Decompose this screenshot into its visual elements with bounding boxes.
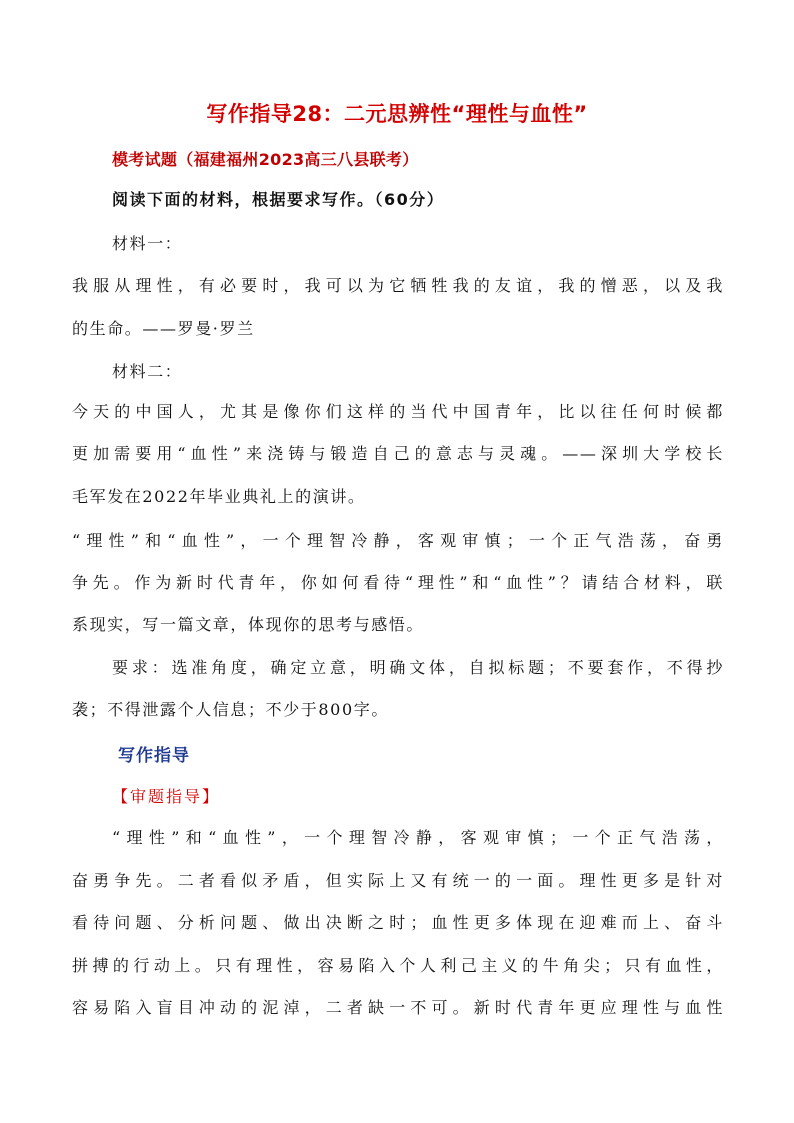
material2-line-2: 更加需要用“血性”来浇铸与锻造自己的意志与灵魂。——深圳大学校长	[72, 444, 724, 463]
requirements-line-1: 要求：选准角度，确定立意，明确文体，自拟标题；不要套作，不得抄	[112, 658, 724, 677]
guidance-heading: 写作指导	[118, 746, 190, 766]
topic-analysis-heading: 【审题指导】	[112, 787, 221, 806]
material2-line-3: 毛军发在2022年毕业典礼上的演讲。	[72, 487, 366, 506]
prompt-line-1: “理性”和“血性”，一个理智冷静，客观审慎；一个正气浩荡，奋勇	[72, 531, 724, 550]
exam-subtitle: 模考试题（福建福州2023高三八县联考）	[112, 150, 419, 169]
guidance-line-1: “理性”和“血性”，一个理智冷静，客观审慎；一个正气浩荡，	[112, 828, 724, 847]
requirements-line-2: 袭；不得泄露个人信息；不少于800字。	[72, 700, 389, 719]
material1-line-2: 的生命。——罗曼·罗兰	[72, 319, 255, 338]
instruction-text: 阅读下面的材料，根据要求写作。（60分）	[112, 190, 445, 209]
material2-label: 材料二：	[112, 362, 183, 381]
prompt-line-3: 系现实，写一篇文章，体现你的思考与感悟。	[72, 615, 425, 634]
prompt-line-2: 争先。作为新时代青年，你如何看待“理性”和“血性”？请结合材料，联	[72, 573, 724, 592]
guidance-line-4: 拼搏的行动上。只有理性，容易陷入个人利己主义的牛角尖；只有血性，	[72, 956, 724, 975]
material1-line-1: 我服从理性，有必要时，我可以为它牺牲我的友谊，我的憎恶，以及我	[72, 276, 724, 295]
material2-line-1: 今天的中国人，尤其是像你们这样的当代中国青年，比以往任何时候都	[72, 402, 724, 421]
material1-label: 材料一：	[112, 234, 183, 253]
guidance-line-3: 看待问题、分析问题、做出决断之时；血性更多体现在迎难而上、奋斗	[72, 913, 724, 932]
page-title: 写作指导28：二元思辨性“理性与血性”	[206, 102, 588, 126]
guidance-line-2: 奋勇争先。二者看似矛盾，但实际上又有统一的一面。理性更多是针对	[72, 871, 724, 890]
guidance-line-5: 容易陷入盲目冲动的泥淖，二者缺一不可。新时代青年更应理性与血性	[72, 998, 724, 1017]
